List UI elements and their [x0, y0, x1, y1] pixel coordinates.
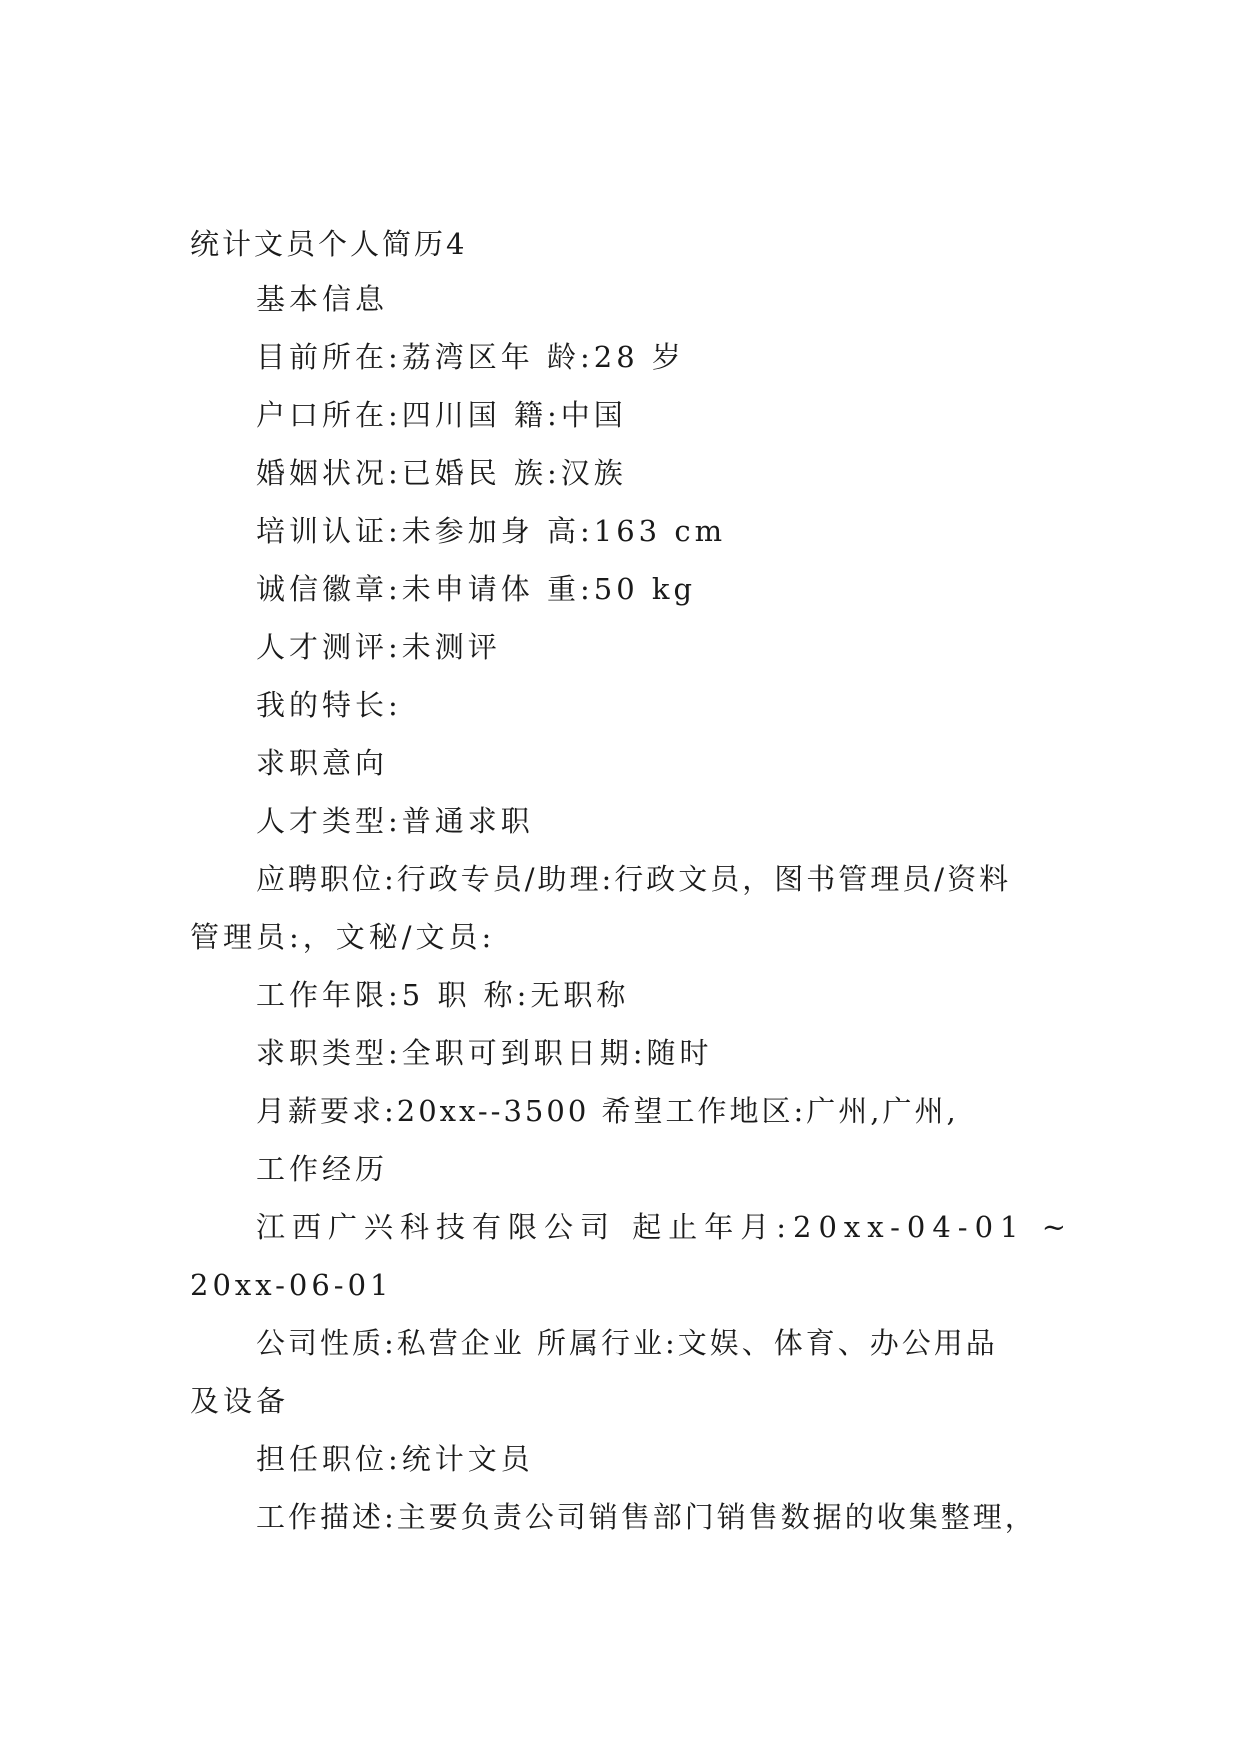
text-line-job-description: 工作描述:主要负责公司销售部门销售数据的收集整理，: [256, 1500, 1037, 1534]
text-line-industry-continued: 及设备: [190, 1384, 290, 1418]
text-line-hukou-nationality: 户口所在:四川国 籍:中国: [256, 398, 627, 432]
text-line-assessment: 人才测评:未测评: [256, 630, 501, 664]
text-line-period-end: 20xx-06-01: [190, 1268, 393, 1302]
text-line-badge-weight: 诚信徽章:未申请体 重:50 kg: [256, 572, 697, 606]
text-line-position-held: 担任职位:统计文员: [256, 1442, 534, 1476]
section-heading-job-intent: 求职意向: [256, 746, 389, 780]
text-line-company-nature-industry: 公司性质:私营企业 所属行业:文娱、体育、办公用品: [256, 1326, 998, 1360]
text-line-positions: 应聘职位:行政专员/助理:行政文员，图书管理员/资料: [256, 862, 1012, 896]
text-line-job-type-start: 求职类型:全职可到职日期:随时: [256, 1036, 713, 1070]
text-line-certification-height: 培训认证:未参加身 高:163 cm: [256, 514, 727, 548]
text-line-positions-continued: 管理员:，文秘/文员:: [190, 920, 496, 954]
section-heading-work-experience: 工作经历: [256, 1152, 389, 1186]
section-heading-basic-info: 基本信息: [256, 282, 389, 316]
text-line-company-period: 江西广兴科技有限公司 起止年月:20xx-04-01 ~: [256, 1210, 1074, 1244]
text-line-marital-ethnicity: 婚姻状况:已婚民 族:汉族: [256, 456, 627, 490]
document-body: [190, 218, 1074, 1546]
text-line-specialty: 我的特长:: [256, 688, 402, 722]
text-line-location-age: 目前所在:荔湾区年 龄:28 岁: [256, 340, 685, 374]
text-line-salary-location: 月薪要求:20xx--3500 希望工作地区:广州,广州,: [256, 1094, 959, 1128]
text-line-talent-type: 人才类型:普通求职: [256, 804, 534, 838]
document-title: 统计文员个人简历4: [190, 227, 468, 261]
text-line-years-title: 工作年限:5 职 称:无职称: [256, 978, 630, 1012]
